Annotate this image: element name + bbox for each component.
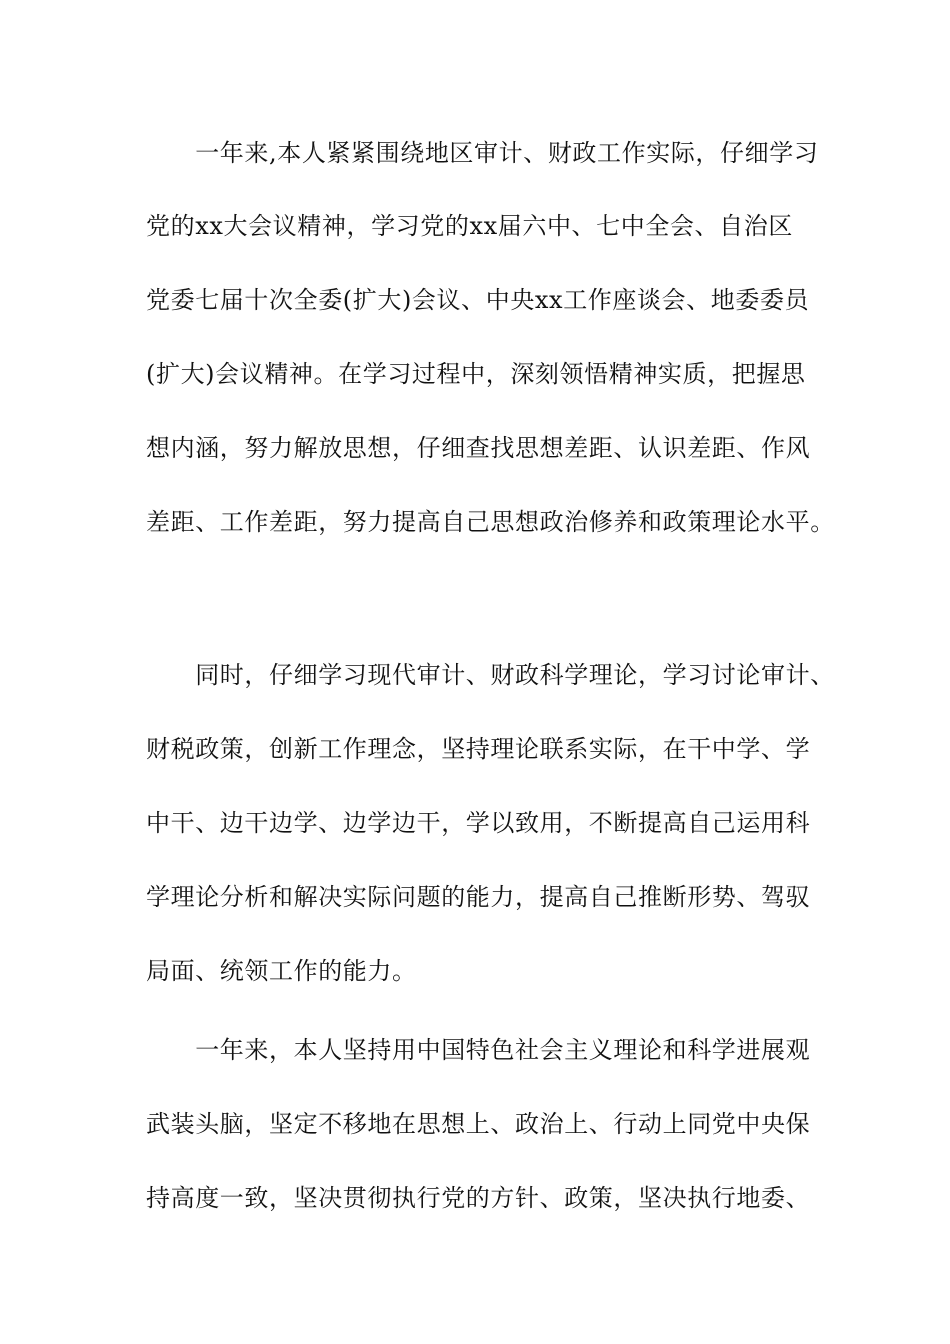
paragraph-3-line-2: 武装头脑，坚定不移地在思想上、政治上、行动上同党中央保 xyxy=(146,1110,811,1138)
paragraph-2-line-5: 局面、统领工作的能力。 xyxy=(146,957,417,985)
paragraph-1-line-5: 想内涵，努力解放思想，仔细查找思想差距、认识差距、作风 xyxy=(146,434,811,462)
paragraph-3-line-3: 持高度一致，坚决贯彻执行党的方针、政策，坚决执行地委、 xyxy=(146,1184,811,1212)
paragraph-2-line-2: 财税政策，创新工作理念，坚持理论联系实际，在干中学、学 xyxy=(146,735,811,763)
paragraph-2-line-3: 中干、边干边学、边学边干，学以致用，不断提高自己运用科 xyxy=(146,809,811,837)
paragraph-2-line-1: 同时，仔细学习现代审计、财政科学理论，学习讨论审计、 xyxy=(146,661,835,689)
paragraph-1-line-4: (扩大)会议精神。在学习过程中，深刻领悟精神实质，把握思 xyxy=(146,360,806,388)
paragraph-1-line-6: 差距、工作差距，努力提高自己思想政治修养和政策理论水平。 xyxy=(146,508,835,536)
paragraph-3-line-1: 一年来，本人坚持用中国特色社会主义理论和科学进展观 xyxy=(146,1036,811,1064)
paragraph-1-line-2: 党的xx大会议精神，学习党的xx届六中、七中全会、自治区 xyxy=(146,212,793,240)
paragraph-2-line-4: 学理论分析和解决实际问题的能力，提高自己推断形势、驾驭 xyxy=(146,883,811,911)
paragraph-1-line-1: 一年来,本人紧紧围绕地区审计、财政工作实际，仔细学习 xyxy=(146,139,819,167)
paragraph-1-line-3: 党委七届十次全委(扩大)会议、中央xx工作座谈会、地委委员 xyxy=(146,286,810,314)
